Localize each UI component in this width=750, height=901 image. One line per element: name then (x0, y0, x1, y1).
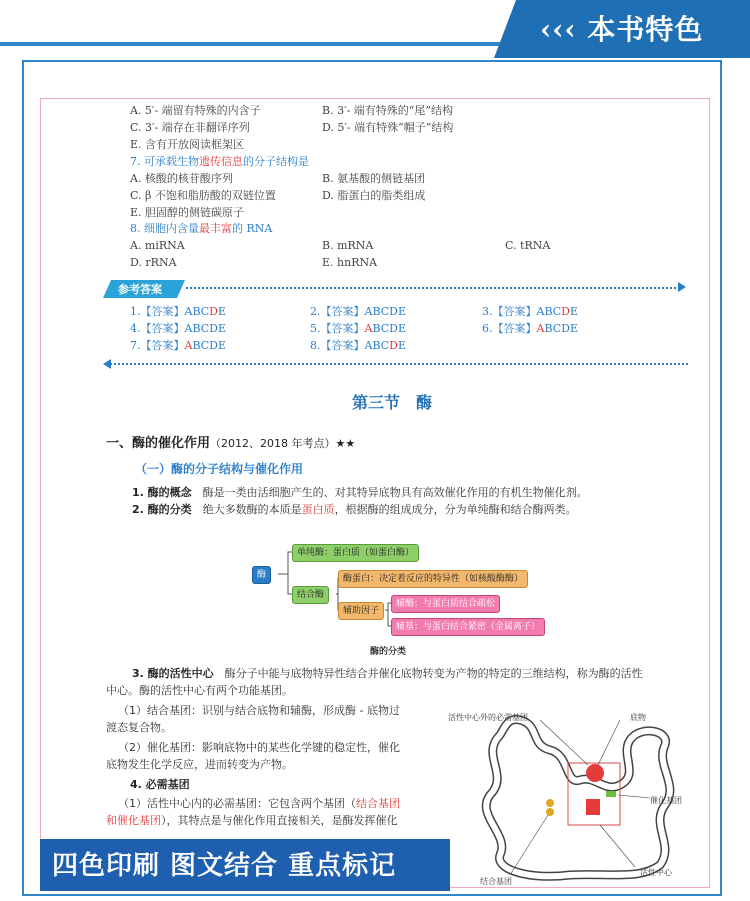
answer-5: 5.【答案】ABCDE (310, 322, 407, 335)
para-binding-group-1: （1）结合基团：识别与结合底物和辅酶，形成酶 - 底物过 (118, 704, 400, 717)
para-catalytic-group-2: 底物发生化学反应，进而转变为产物。 (106, 758, 293, 771)
answer-2: 2.【答案】ABCDE (310, 305, 406, 318)
figure-label-binding-group: 结合基团 (480, 877, 512, 886)
answer-6: 6.【答案】ABCDE (482, 322, 579, 335)
tree-prosthetic-group: 辅基：与蛋白结合紧密（金属离子） (391, 618, 545, 636)
heading-1: 一、酶的催化作用（2012、2018 年考点）★★ (106, 436, 356, 451)
tree-apoenzyme: 酶蛋白：决定着反应的特异性（如核酸酶酶） (338, 570, 528, 588)
answer-1: 1.【答案】ABCDE (130, 305, 227, 318)
q7-option-a: A. 核酸的核苷酸序列 (130, 172, 233, 185)
para-essential-groups-2: 和催化基团），其特点是与催化作用直接相关，是酶发挥催化 (106, 814, 398, 827)
q7-option-c: C. β 不饱和脂肪酸的双链位置 (130, 189, 276, 202)
q7-stem: 7. 可承载生物遗传信息的分子结构是 (130, 155, 309, 168)
figure-label-substrate: 底物 (630, 713, 646, 722)
q8-option-b: B. mRNA (322, 239, 374, 252)
figure-label-essential-groups: 活性中心外的必需基团 (448, 713, 528, 722)
heading-2: （一）酶的分子结构与催化作用 (135, 462, 304, 476)
para-essential-groups-title: 4. 必需基团 (130, 778, 190, 791)
para-active-center-2: 中心。酶的活性中心有两个功能基团。 (106, 684, 293, 697)
q7-option-d: D. 脂蛋白的脂类组成 (322, 189, 426, 202)
q8-stem: 8. 细胞内含量最丰富的 RNA (130, 222, 273, 235)
tree-caption: 酶的分类 (370, 647, 407, 657)
para-enzyme-concept: 1. 酶的概念 酶是一类由活细胞产生的、对其特异底物具有高效催化作用的有机生物催化剂。 (132, 486, 588, 499)
q8-option-c: C. tRNA (505, 239, 551, 252)
figure-label-active-center: 活性中心 (640, 868, 672, 877)
para-binding-group-2: 渡态复合物。 (106, 721, 172, 734)
q8-option-e: E. hnRNA (322, 256, 378, 269)
para-essential-groups-1: （1）活性中心内的必需基团：它包含两个基团（结合基团 (118, 797, 400, 810)
para-active-center-1: 3. 酶的活性中心 酶分子中能与底物特异性结合并催化底物转变为产物的特定的三维结构，称为酶的活性 (132, 667, 643, 680)
tree-root-enzyme: 酶 (252, 566, 271, 584)
answer-8: 8.【答案】ABCDE (310, 339, 407, 352)
para-enzyme-classes: 2. 酶的分类 绝大多数酶的本质是蛋白质，根据酶的组成成分，分为单纯酶和结合酶两类。 (132, 503, 577, 516)
active-center-figure (470, 695, 690, 885)
q6-option-b: B. 3′- 端有特殊的“尾”结构 (322, 104, 454, 117)
figure-label-catalytic-group: 催化基团 (650, 796, 682, 805)
answers-title: 参考答案 (118, 283, 162, 296)
q8-option-d: D. rRNA (130, 256, 177, 269)
q6-option-d: D. 5′- 端有特殊“帽子”结构 (322, 121, 454, 134)
q6-option-a: A. 5′- 端留有特殊的内含子 (130, 104, 261, 117)
answers-bottom-divider (110, 363, 688, 365)
feature-banner-text: 四色印刷 图文结合 重点标记 (52, 851, 397, 881)
header-title: ‹‹‹ 本书特色 (540, 13, 704, 46)
q7-option-e: E. 胆固醇的侧链碳原子 (130, 206, 245, 219)
answers-top-divider (186, 287, 680, 289)
q8-option-a: A. miRNA (130, 239, 185, 252)
divider-arrow-icon (678, 282, 686, 292)
q6-option-c: C. 3′- 端存在非翻译序列 (130, 121, 250, 134)
tree-cofactor: 辅助因子 (338, 602, 384, 620)
q6-option-e: E. 含有开放阅读框架区 (130, 138, 245, 151)
section-title: 第三节 酶 (352, 393, 433, 412)
answer-3: 3.【答案】ABCDE (482, 305, 579, 318)
answer-4: 4.【答案】ABCDE (130, 322, 226, 335)
para-catalytic-group-1: （2）催化基团：影响底物中的某些化学键的稳定性，催化 (118, 741, 400, 754)
tree-conjugated-enzyme: 结合酶 (292, 586, 329, 604)
tree-coenzyme: 辅酶：与蛋白质结合疏松 (391, 595, 500, 613)
tree-simple-enzyme: 单纯酶：蛋白质（如蛋白酶） (292, 544, 419, 562)
q7-option-b: B. 氨基酸的侧链基团 (322, 172, 426, 185)
answer-7: 7.【答案】ABCDE (130, 339, 227, 352)
